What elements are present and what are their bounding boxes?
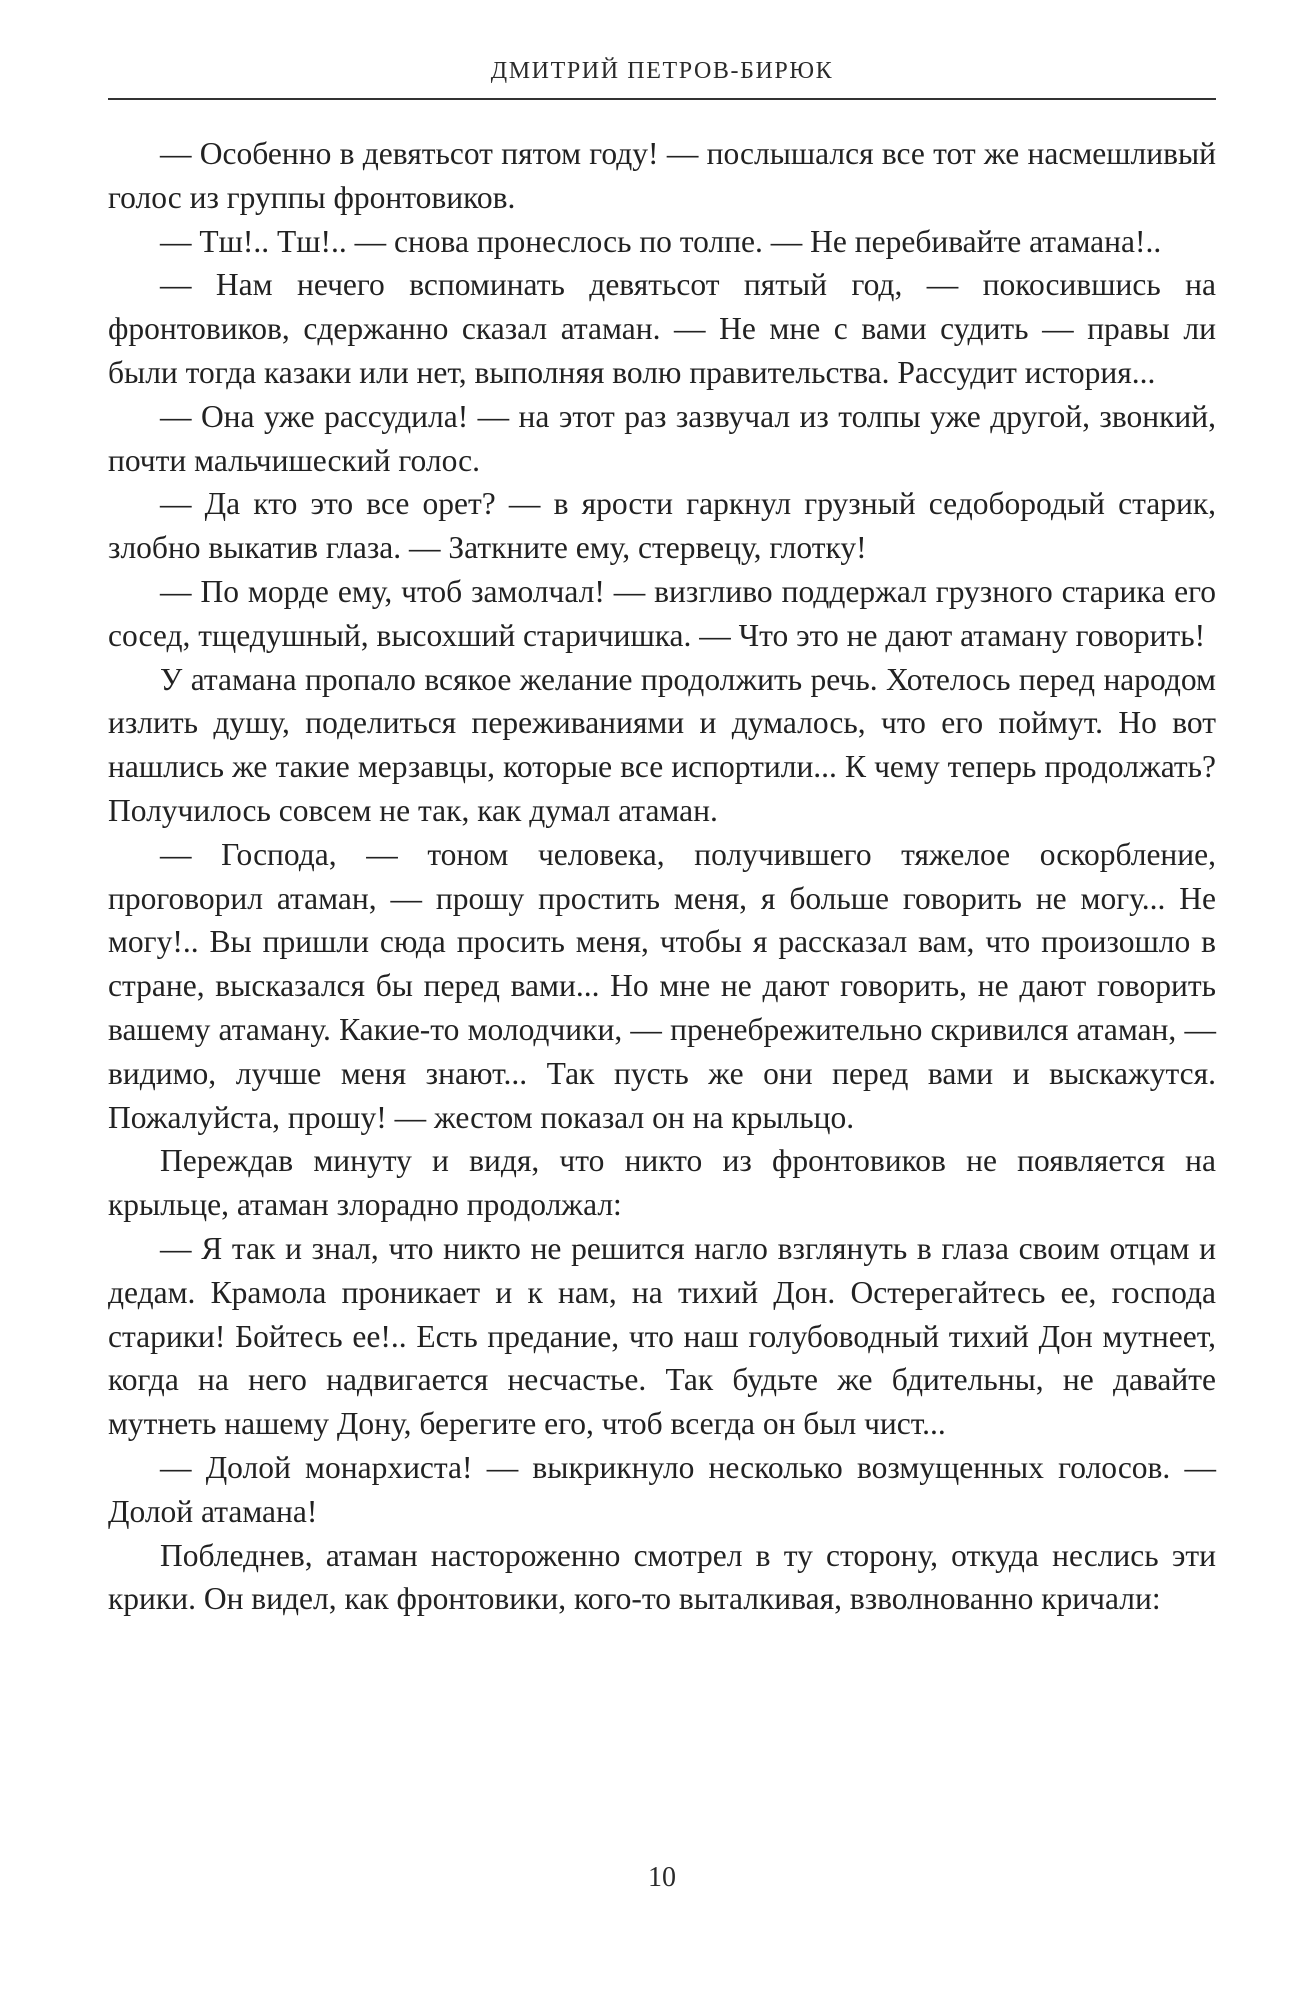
header-rule <box>108 98 1216 100</box>
paragraph: — Она уже рассудила! — на этот раз зазвучал из толпы уже другой, звонкий, почти мальчишеский голос. <box>108 398 1216 478</box>
paragraph: — Особенно в девятьсот пятом году! — послышался все тот же насмешливый голос из группы фронтовиков. <box>108 136 1216 215</box>
paragraph: — Да кто это все орет? — в ярости гаркнул грузный седобородый старик, злобно выкатив глаза. — Заткните ему, стервецу, глотку! <box>108 486 1216 566</box>
body-text <box>108 132 1216 1621</box>
paragraph: Побледнев, атаман настороженно смотрел в ту сторону, откуда неслись эти крики. Он видел, как фронтовики, кого-то выталкивая, взволнованно кричали: <box>108 1537 1216 1617</box>
paragraph: — Господа, — тоном человека, получившего тяжелое оскорбление, проговорил атаман, — прошу простить меня, я больше говорить не могу... Не могу!.. Вы пришли сюда просить меня, чтобы я рассказал вам, что произошло в стране, высказался бы перед вами... Но мне не дают говорить, не дают говорить вашему атаману. Какие-то молодчики, — пренебрежительно скривился атаман, — видимо, лучше меня знают... Так пусть же они перед вами и выскажутся. Пожалуйста, прошу! — жестом показал он на крыльцо. <box>108 836 1216 1135</box>
paragraph: У атамана пропало всякое желание продолжить речь. Хотелось перед народом излить душу, поделиться переживаниями и думалось, что его поймут. Но вот нашлись же такие мерзавцы, которые все испортили... К чему теперь продолжать? Получилось совсем не так, как думал атаман. <box>108 661 1216 828</box>
paragraph: — По морде ему, чтоб замолчал! — визгливо поддержал грузного старика его сосед, тщедушный, высохший старичишка. — Что это не дают атаману говорить! <box>108 573 1216 653</box>
paragraph: Переждав минуту и видя, что никто из фронтовиков не появляется на крыльце, атаман злорадно продолжал: <box>108 1143 1216 1223</box>
paragraph: — Нам нечего вспоминать девятьсот пятый год, — покосившись на фронтовиков, сдержанно сказал атаман. — Не мне с вами судить — правы ли были тогда казаки или нет, выполняя волю правительства. Рассудит история... <box>108 267 1216 390</box>
paragraph: — Долой монархиста! — выкрикнуло несколько возмущенных голосов. — Долой атамана! <box>108 1449 1216 1529</box>
page-number: 10 <box>648 1862 676 1893</box>
paragraph: — Тш!.. Тш!.. — снова пронеслось по толпе. — Не перебивайте атамана!.. <box>160 223 1162 259</box>
running-head: ДМИТРИЙ ПЕТРОВ-БИРЮК <box>490 58 834 84</box>
paragraph: — Я так и знал, что никто не решится нагло взглянуть в глаза своим отцам и дедам. Крамола проникает и к нам, на тихий Дон. Остерегайтесь ее, господа старики! Бойтесь ее!.. Есть предание, что наш голубоводный тихий Дон мутнеет, когда на него надвигается несчастье. Так будьте же бдительны, не давайте мутнеть нашему Дону, берегите его, чтоб всегда он был чист... <box>108 1230 1216 1442</box>
book-page <box>108 0 1216 2000</box>
